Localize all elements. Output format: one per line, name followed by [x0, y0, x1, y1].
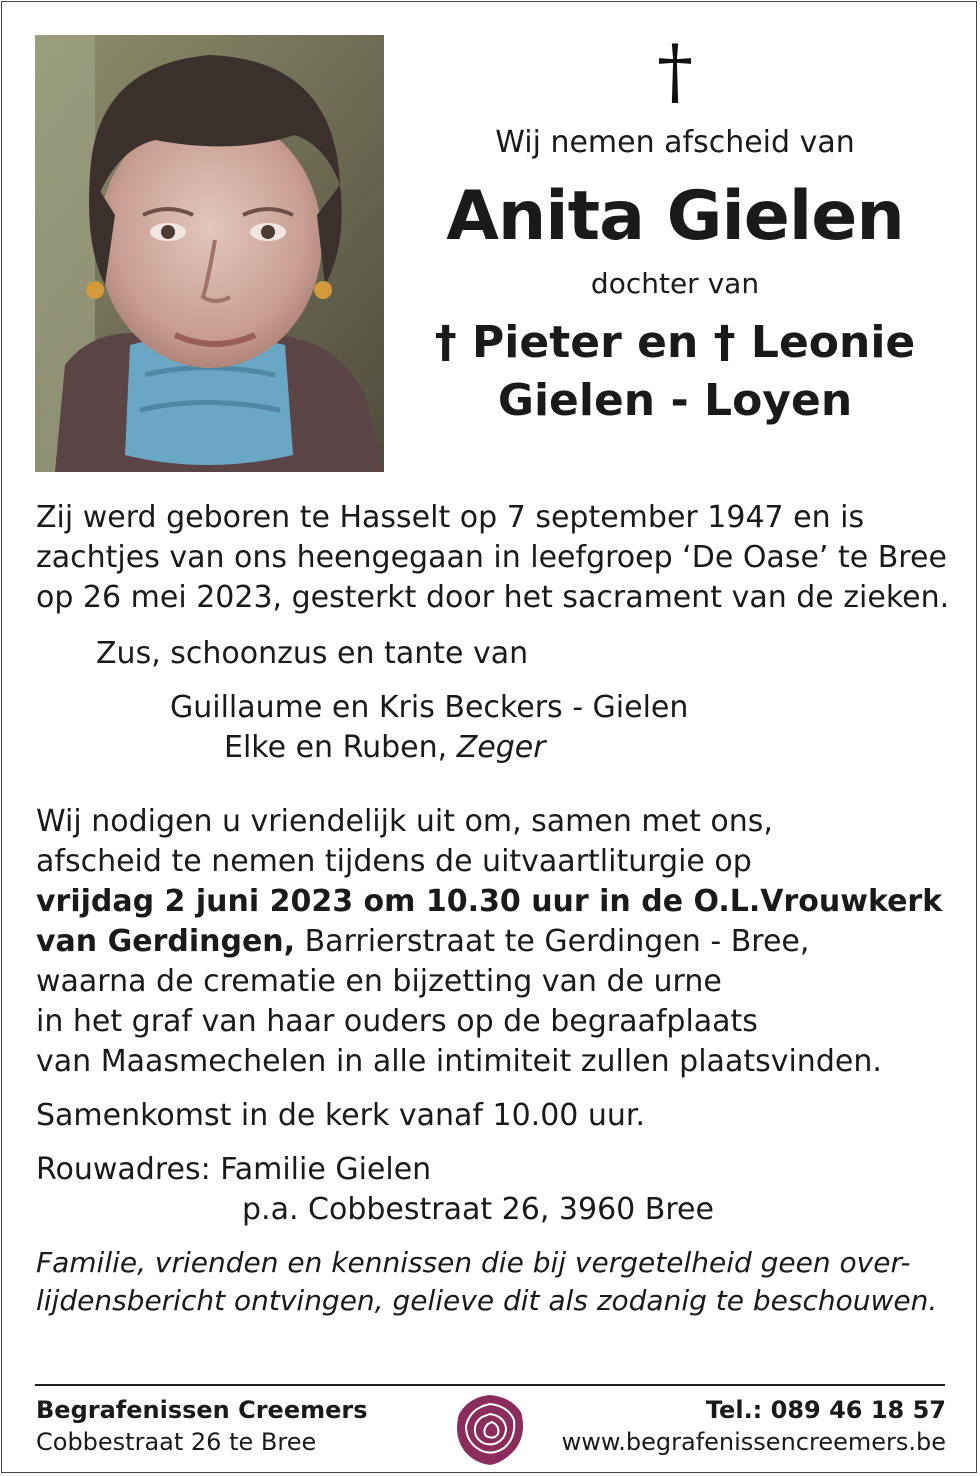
- disclaimer-line-1: Familie, vrienden en kennissen die bij vergetelheid geen over-: [36, 1246, 911, 1279]
- relatives-line-2: [36, 728, 956, 768]
- relatives-line-1: Guillaume en Kris Beckers - Gielen: [170, 690, 689, 725]
- birth-death-paragraph: Zij werd geboren te Hasselt op 7 september 1947 en is zachtjes van ons heengegaan in leefgroep ‘De Oase’ te Bree op 26 mei 2023, gesterkt door het sacrament van de zieken.: [36, 500, 950, 615]
- disclaimer: [36, 1244, 956, 1320]
- rose-icon: [452, 1390, 528, 1468]
- daughter-of-label: dochter van: [590, 267, 760, 300]
- funeral-line-5: waarna de crematie en bijzetting van de urne: [36, 964, 722, 999]
- funeral-line-6: in het graf van haar ouders op de begraafplaats: [36, 1004, 758, 1039]
- funeral-home-name: Begrafenissen Creemers: [36, 1396, 368, 1424]
- funeral-line-2: afscheid te nemen tijdens de uitvaartliturgie op: [36, 844, 752, 879]
- relation-label: Zus, schoonzus en tante van: [96, 636, 529, 671]
- gathering-info: Samenkomst in de kerk vanaf 10.00 uur.: [36, 1098, 646, 1133]
- parents-line-1: † Pieter en † Leonie: [434, 317, 916, 368]
- funeral-home-street: Cobbestraat 26 te Bree: [36, 1428, 317, 1456]
- funeral-line-1: Wij nodigen u vriendelijk uit om, samen met ons,: [36, 804, 773, 839]
- obituary-body: [36, 498, 956, 1320]
- parents-line-2: Gielen - Loyen: [497, 375, 853, 426]
- website-link[interactable]: www.begrafenissencreemers.be: [561, 1428, 946, 1456]
- funeral-home-info: [36, 1394, 368, 1458]
- relatives-italic-name: Zeger: [456, 730, 546, 765]
- funeral-line-7: van Maasmechelen in alle intimiteit zullen plaatsvinden.: [36, 1044, 882, 1079]
- disclaimer-line-2: lijdensbericht ontvingen, gelieve dit als zodanig te beschouwen.: [36, 1284, 938, 1317]
- portrait-photo: [35, 35, 384, 472]
- mourning-address-line-1: Rouwadres: Familie Gielen: [36, 1152, 432, 1187]
- cross-icon: †: [657, 29, 693, 113]
- funeral-church-name: van Gerdingen,: [36, 924, 296, 959]
- footer-divider: [35, 1384, 945, 1386]
- mourning-address-line-2: p.a. Cobbestraat 26, 3960 Bree: [242, 1192, 714, 1227]
- header-block: [400, 30, 950, 430]
- funeral-date-location: vrijdag 2 juni 2023 om 10.30 uur in de O.L.Vrouwkerk: [36, 884, 943, 919]
- funeral-home-contact: [562, 1394, 946, 1458]
- phone-number: Tel.: 089 46 18 57: [705, 1396, 946, 1424]
- funeral-street: Barrierstraat te Gerdingen - Bree,: [295, 924, 810, 959]
- funeral-paragraph: [36, 802, 956, 1082]
- deceased-name: Anita Gielen: [446, 177, 904, 256]
- funeral-line-4: [36, 922, 956, 962]
- relatives-names: Elke en Ruben,: [224, 730, 457, 765]
- parents-names: [400, 314, 950, 430]
- farewell-intro: Wij nemen afscheid van: [495, 125, 855, 160]
